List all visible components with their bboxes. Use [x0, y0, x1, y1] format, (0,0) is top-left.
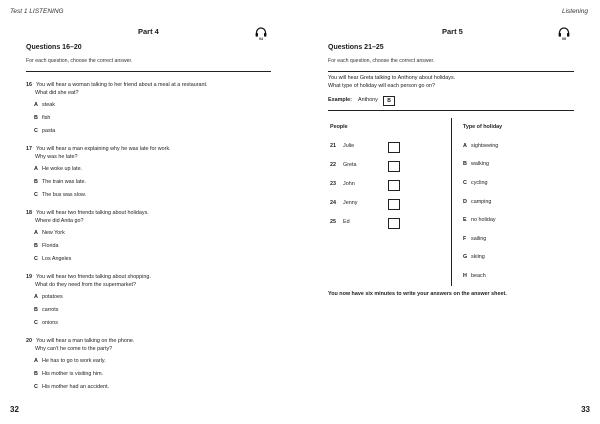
option-b[interactable]: B fish — [34, 115, 51, 121]
question-19 — [26, 274, 151, 289]
holiday-option-h: H beach — [463, 273, 486, 279]
track-number: 04 — [259, 37, 263, 41]
example-answer-box: B — [383, 96, 395, 106]
answer-box-21[interactable] — [388, 142, 400, 153]
question-text: Where did Anita go? — [35, 217, 84, 224]
option-a[interactable]: A steak — [34, 102, 55, 108]
track-number: 05 — [562, 37, 566, 41]
person-21: 21 Julie — [330, 143, 355, 149]
answer-box-22[interactable] — [388, 161, 400, 172]
question-text: What did she eat? — [35, 89, 79, 96]
example-name: Anthony — [358, 97, 378, 103]
question-18 — [26, 210, 149, 225]
divider — [328, 71, 574, 72]
option-c[interactable]: C Los Angeles — [34, 256, 72, 262]
questions-title: Questions 16–20 — [26, 44, 82, 51]
question-text: You will hear two friends talking about shopping. — [36, 274, 151, 280]
person-22: 22 Greta — [330, 162, 357, 168]
question-text: Why can't he come to the party? — [35, 345, 113, 352]
answer-box-23[interactable] — [388, 180, 400, 191]
option-b[interactable]: B Florida — [34, 243, 59, 249]
option-a[interactable]: A potatoes — [34, 294, 63, 300]
intro-text: You will hear Greta talking to Anthony about holidays. What type of holiday will each person go on? — [328, 75, 456, 89]
part-4-title: Part 4 — [138, 27, 159, 36]
instruction-text: For each question, choose the correct answer. — [26, 58, 133, 64]
answer-box-24[interactable] — [388, 199, 400, 210]
person-25: 25 Ed — [330, 219, 350, 225]
question-number: 17 — [26, 146, 32, 152]
option-c[interactable]: C The bus was slow. — [34, 192, 87, 198]
holiday-header: Type of holiday — [463, 124, 503, 130]
option-b[interactable]: B His mother is visiting him. — [34, 371, 104, 377]
question-number: 20 — [26, 338, 32, 344]
divider — [26, 71, 271, 72]
part-5-title: Part 5 — [442, 27, 463, 36]
headphones-icon — [558, 27, 570, 41]
question-17 — [26, 146, 171, 161]
question-number: 19 — [26, 274, 32, 280]
holiday-option-b: B walking — [463, 161, 489, 167]
holiday-option-g: G skiing — [463, 254, 485, 260]
running-header-left: Test 1 LISTENING — [10, 8, 64, 15]
option-a[interactable]: A He has to go to work early. — [34, 358, 106, 364]
question-16 — [26, 82, 208, 97]
option-c[interactable]: C His mother had an accident. — [34, 384, 110, 390]
example-label: Example: — [328, 97, 352, 103]
holiday-option-a: A sightseeing — [463, 143, 499, 149]
option-b[interactable]: B The train was late. — [34, 179, 87, 185]
option-b[interactable]: B carrots — [34, 307, 59, 313]
instruction-text: For each question, choose the correct answer. — [328, 58, 435, 64]
question-text: You will hear a man talking on the phone. — [36, 338, 135, 344]
question-text: Why was he late? — [35, 153, 78, 160]
holiday-option-d: D camping — [463, 199, 492, 205]
option-a[interactable]: A New York — [34, 230, 65, 236]
question-text: You will hear two friends talking about holidays. — [36, 210, 149, 216]
option-c[interactable]: C pasta — [34, 128, 56, 134]
holiday-option-f: F sailing — [463, 236, 487, 242]
person-23: 23 John — [330, 181, 355, 187]
question-number: 16 — [26, 82, 32, 88]
page-number-right: 33 — [581, 405, 590, 414]
holiday-option-c: C cycling — [463, 180, 488, 186]
column-divider — [451, 118, 452, 286]
headphones-icon — [255, 27, 267, 41]
option-a[interactable]: A He woke up late. — [34, 166, 83, 172]
running-header-right: Listening — [561, 8, 588, 15]
question-number: 18 — [26, 210, 32, 216]
holiday-option-e: E no holiday — [463, 217, 496, 223]
divider — [328, 110, 574, 111]
question-text: What do they need from the supermarket? — [35, 281, 136, 288]
question-20 — [26, 338, 134, 353]
question-text: You will hear a woman talking to her friend about a meal at a restaurant. — [36, 82, 208, 88]
option-c[interactable]: C onions — [34, 320, 58, 326]
question-text: You will hear a man explaining why he was late for work. — [36, 146, 171, 152]
closing-instruction: You now have six minutes to write your answers on the answer sheet. — [328, 291, 507, 297]
answer-box-25[interactable] — [388, 218, 400, 229]
questions-title: Questions 21–25 — [328, 44, 384, 51]
page-number-left: 32 — [10, 405, 19, 414]
people-header: People — [330, 124, 348, 130]
person-24: 24 Jenny — [330, 200, 358, 206]
